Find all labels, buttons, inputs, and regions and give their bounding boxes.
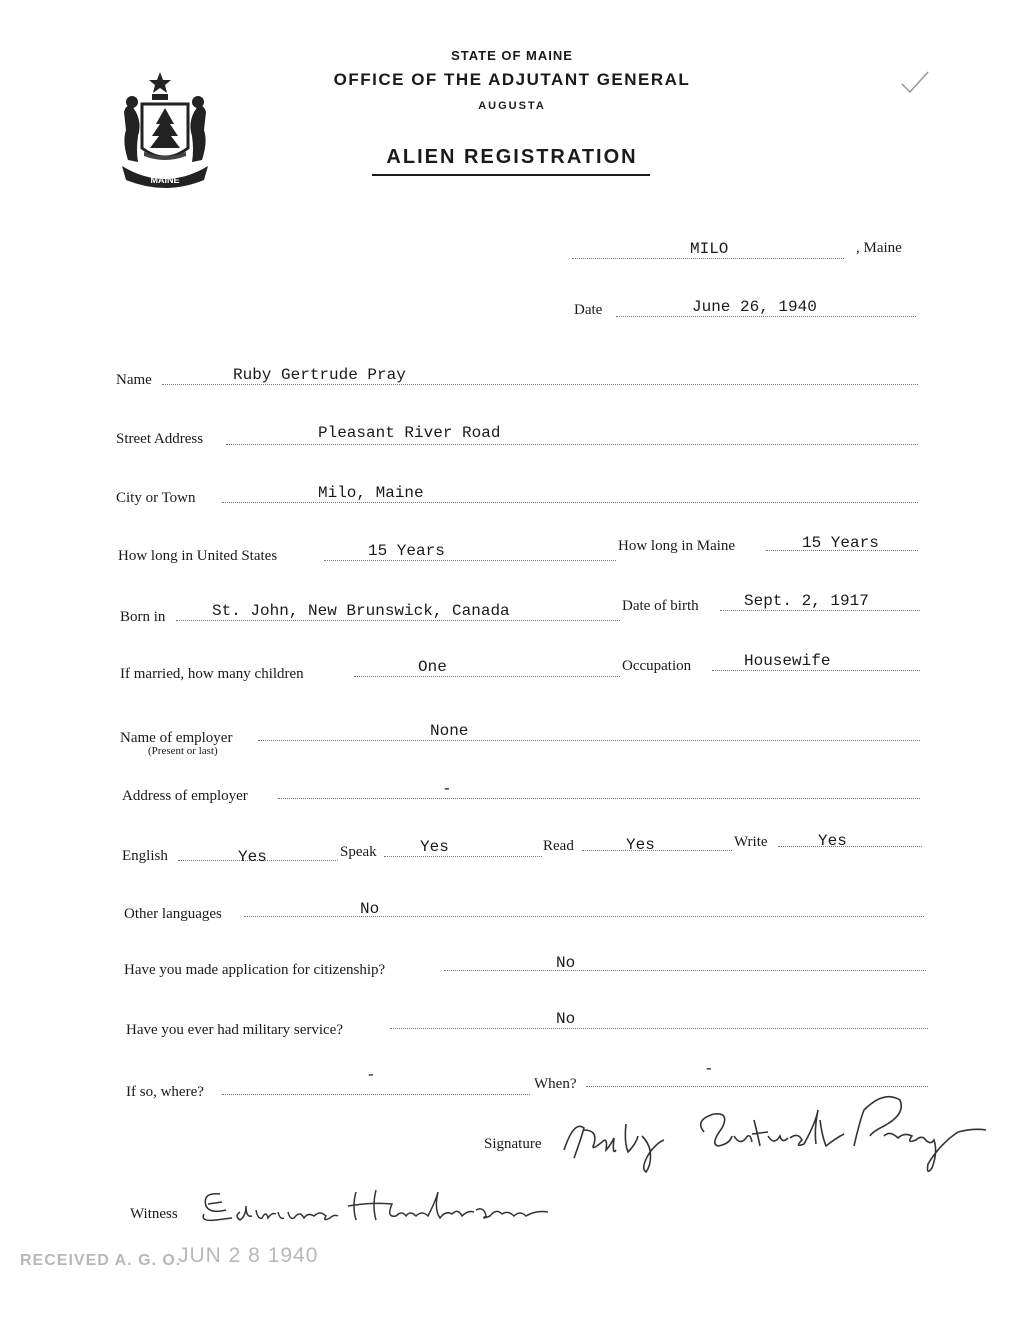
handwritten-signature [554,1080,994,1180]
street-label: Street Address [116,431,204,447]
name-value: Ruby Gertrude Pray [233,366,406,384]
name-label: Name [116,372,152,388]
citizenship-value: No [556,954,576,972]
employer-address-value: - [442,780,452,798]
title-underline [372,174,650,176]
employer-address-label: Address of employer [122,788,248,804]
check-mark-icon [900,70,930,94]
read-dotted-line [582,850,732,851]
us-dotted-line [324,560,616,561]
state-label: , Maine [856,240,902,256]
received-stamp: RECEIVED A. G. O. [20,1252,182,1269]
us-label: How long in United States [118,548,278,564]
town-dotted-line [572,258,844,259]
employer-value: None [430,722,469,740]
children-value: One [418,658,447,676]
street-value: Pleasant River Road [318,424,501,442]
english-value: Yes [238,848,267,866]
dob-dotted-line [720,610,920,611]
write-value: Yes [818,832,847,850]
children-dotted-line [354,676,620,677]
occupation-label: Occupation [622,658,692,674]
military-value: No [556,1010,576,1028]
read-value: Yes [626,836,655,854]
speak-label: Speak [340,844,377,860]
english-label: English [122,848,168,864]
street-dotted-line [226,444,918,445]
employer-address-dotted-line [278,798,920,799]
when-value: - [704,1060,714,1078]
witness-label: Witness [130,1206,178,1222]
children-label: If married, how many children [120,666,304,682]
where-label: If so, where? [126,1084,204,1100]
employer-label: Name of employer [120,730,233,746]
when-label: When? [534,1076,577,1092]
read-label: Read [543,838,574,854]
handwritten-witness [196,1180,566,1230]
other-languages-label: Other languages [124,906,222,922]
speak-value: Yes [420,838,449,856]
occupation-value: Housewife [744,652,831,670]
received-stamp-date: JUN 2 8 1940 [178,1244,319,1267]
born-dotted-line [176,620,620,621]
signature-label: Signature [484,1136,542,1152]
born-value: St. John, New Brunswick, Canada [212,602,510,620]
date-label: Date [574,302,603,318]
citizenship-dotted-line [444,970,926,971]
form-title: ALIEN REGISTRATION [386,146,638,168]
born-label: Born in [120,609,166,625]
us-value: 15 Years [368,542,445,560]
city-label: City or Town [116,490,196,506]
occupation-dotted-line [712,670,920,671]
maine-label: How long in Maine [618,538,736,554]
employer-sublabel: (Present or last) [148,745,218,757]
header-city: AUGUSTA [478,100,546,112]
where-dotted-line [222,1094,530,1095]
maine-state-seal-icon [112,70,218,192]
svg-text:MAINE: MAINE [150,175,180,185]
employer-dotted-line [258,740,920,741]
dob-label: Date of birth [622,598,699,614]
military-dotted-line [390,1028,928,1029]
dob-value: Sept. 2, 1917 [744,592,869,610]
maine-value: 15 Years [802,534,879,552]
write-dotted-line [778,846,922,847]
where-value: - [366,1066,376,1084]
header-state: STATE OF MAINE [451,48,573,63]
citizenship-label: Have you made application for citizenship? [124,962,386,978]
write-label: Write [734,834,768,850]
other-languages-value: No [360,900,380,918]
town-value: MILO [690,240,729,258]
city-value: Milo, Maine [318,484,424,502]
city-dotted-line [222,502,918,503]
date-dotted-line [616,316,916,317]
name-dotted-line [162,384,918,385]
other-languages-dotted-line [244,916,924,917]
military-label: Have you ever had military service? [126,1022,343,1038]
date-value: June 26, 1940 [692,298,817,316]
header-office: OFFICE OF THE ADJUTANT GENERAL [333,70,691,89]
speak-dotted-line [384,856,542,857]
